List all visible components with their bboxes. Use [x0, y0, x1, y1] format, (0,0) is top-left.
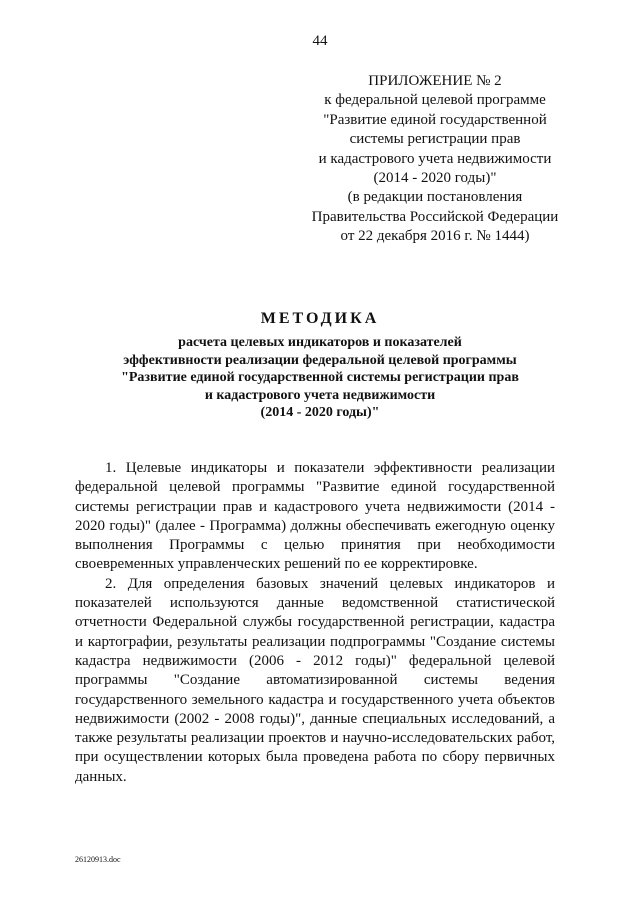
appendix-line: от 22 декабря 2016 г. № 1444) — [340, 228, 530, 245]
appendix-line: системы регистрации прав — [349, 131, 521, 148]
subtitle-line: расчета целевых индикаторов и показателей — [178, 335, 462, 350]
subtitle-line: и кадастрового учета недвижимости — [204, 387, 436, 403]
paragraph-1: 1. Целевые индикаторы и показатели эффективности реализации федеральной целевой программы "Развитие единой государственной системы регистрации прав и кадастрового учета недвижимости (2014 - 2020 годы)" (далее - Программа) должны обеспечивать ежегодную оценку выполнения Программы с целью принятия при необходимости своевременных управленческих решений по ее корректировке. — [75, 460, 555, 573]
document-title: МЕТОДИКА — [260, 310, 380, 327]
paragraph-2: 2. Для определения базовых значений целевых индикаторов и показателей используются данные ведомственной статистической отчетности Федеральной службы государственной регистрации, кадастра и картографии, результаты реализации подпрограммы "Создание системы кадастра недвижимости (2006 - 2012 годы)" федеральной целевой программы "Создание автоматизированной системы ведения государственного земельного кадастра и государственного учета объектов недвижимости (2002 - 2008 годы)", данные специальных исследований, а также результаты реализации проектов и научно-исследовательских работ, при осуществлении которых была проведена работа по сбору первичных данных. — [75, 575, 555, 785]
appendix-line: ПРИЛОЖЕНИЕ № 2 — [368, 73, 502, 89]
appendix-line: (в редакции постановления — [347, 189, 523, 206]
page-number: 44 — [312, 33, 328, 49]
appendix-line: "Развитие единой государственной — [323, 111, 547, 128]
appendix-line: и кадастрового учета недвижимости — [318, 150, 552, 167]
appendix-header — [300, 72, 570, 247]
appendix-line: (2014 - 2020 годы)" — [373, 170, 497, 187]
appendix-line: к федеральной целевой программе — [324, 92, 546, 109]
appendix-line: Правительства Российской Федерации — [311, 208, 559, 225]
subtitle-line: эффективности реализации федеральной целевой программы — [123, 352, 517, 368]
subtitle-line: "Развитие единой государственной системы регистрации прав — [121, 370, 519, 385]
footer-filename: 26120913.doc — [75, 855, 121, 864]
document-subtitle — [80, 334, 560, 422]
body-text — [75, 459, 555, 787]
subtitle-line: (2014 - 2020 годы)" — [260, 405, 380, 420]
